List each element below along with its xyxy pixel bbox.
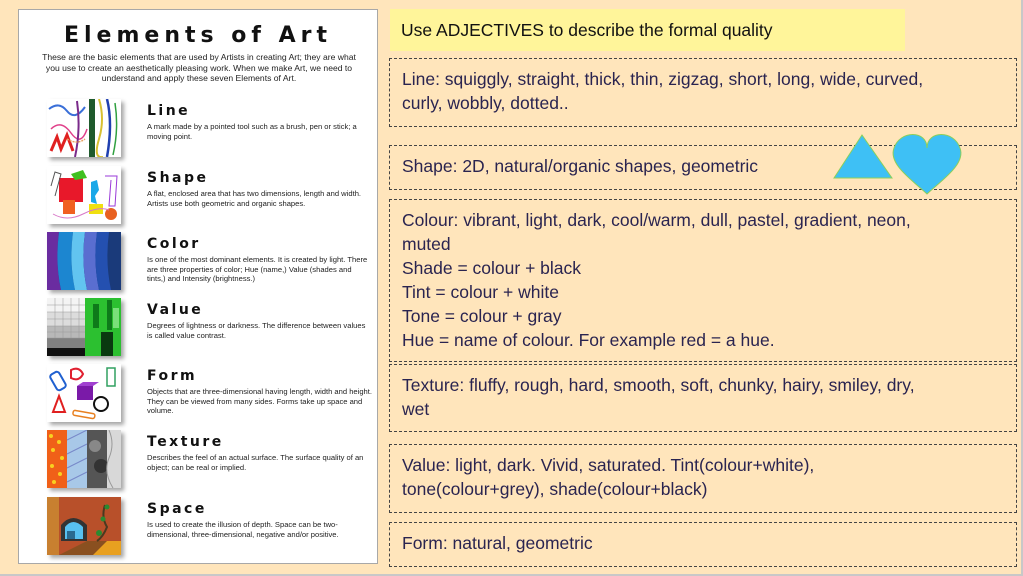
space-artwork-thumbnail	[47, 497, 121, 555]
element-form	[47, 364, 372, 426]
box-text-line: wet	[402, 399, 430, 419]
value-adjectives-box	[389, 444, 1017, 513]
element-description: A flat, enclosed area that has two dimensions, length and width. Artists use both geometric and organic shapes.	[147, 189, 362, 208]
element-space	[47, 497, 367, 559]
box-text-line: Texture: fluffy, rough, hard, smooth, soft, chunky, hairy, smiley, dry,	[402, 375, 915, 395]
box-text-line: Hue = name of colour. For example red = a hue.	[402, 330, 775, 350]
box-text-line: Tint = colour + white	[402, 282, 559, 302]
form-artwork-thumbnail	[47, 364, 121, 422]
element-value	[47, 298, 367, 360]
texture-adjectives-box	[389, 364, 1017, 432]
box-text-line: Shade = colour + black	[402, 258, 582, 278]
element-description: Degrees of lightness or darkness. The difference between values is called value contrast.	[147, 321, 366, 340]
box-text-line: Shape: 2D, natural/organic shapes, geometric	[402, 156, 759, 176]
line-artwork-thumbnail	[47, 99, 121, 157]
value-artwork-thumbnail	[47, 298, 121, 356]
element-texture	[47, 430, 367, 492]
element-color	[47, 232, 367, 294]
element-description: Objects that are three-dimensional having length, width and height. They can be viewed from many sides. Forms take up space and volume.	[147, 387, 372, 415]
element-description: A mark made by a pointed tool such as a brush, pen or stick; a moving point.	[147, 122, 357, 141]
box-text-line: Line: squiggly, straight, thick, thin, zigzag, short, long, wide, curved,	[402, 69, 924, 89]
box-text-line: Value: light, dark. Vivid, saturated. Tint(colour+white),	[402, 455, 815, 475]
line-adjectives-box	[389, 58, 1017, 127]
box-text-line: tone(colour+grey), shade(colour+black)	[402, 479, 708, 499]
element-description: Describes the feel of an actual surface. The surface quality of an object; can be real or implied.	[147, 453, 364, 472]
shape-artwork-thumbnail	[47, 166, 121, 224]
element-name: Texture	[147, 434, 224, 450]
form-adjectives-box	[389, 522, 1017, 567]
elements-of-art-poster	[18, 9, 378, 564]
element-shape	[47, 166, 367, 228]
element-name: Value	[147, 302, 204, 318]
heart-icon	[893, 135, 961, 195]
element-name: Space	[147, 501, 207, 517]
decorative-shapes	[832, 130, 967, 196]
box-text-line: Colour: vibrant, light, dark, cool/warm, dull, pastel, gradient, neon,	[402, 210, 911, 230]
element-name: Line	[147, 103, 191, 119]
element-description: Is used to create the illusion of depth. Space can be two-dimensional, three-dimensional, negative and/or positive.	[147, 520, 339, 539]
texture-artwork-thumbnail	[47, 430, 121, 488]
element-name: Form	[147, 368, 198, 384]
poster-title: Elements of Art	[63, 23, 332, 48]
triangle-icon	[834, 135, 892, 178]
box-text-line: curly, wobbly, dotted..	[402, 93, 569, 113]
box-text-line: Form: natural, geometric	[402, 533, 593, 553]
colour-adjectives-box	[389, 199, 1017, 362]
element-description: Is one of the most dominant elements. It is created by light. There are three properties of color; Hue (name,) Value (shades and tints,) and Intensity (brightness.)	[147, 255, 368, 283]
poster-intro: These are the basic elements that are used by Artists in creating Art; they are what you use to create an aesthetically pleasing work. When we make Art, we need to understand and apply these seven Elements of Art.	[42, 52, 356, 83]
element-line	[47, 99, 367, 161]
element-name: Color	[147, 236, 201, 252]
box-text-line: muted	[402, 234, 451, 254]
heading-highlight: Use ADJECTIVES to describe the formal quality	[390, 9, 905, 51]
element-name: Shape	[147, 170, 209, 186]
color-artwork-thumbnail	[47, 232, 121, 290]
box-text-line: Tone = colour + gray	[402, 306, 562, 326]
